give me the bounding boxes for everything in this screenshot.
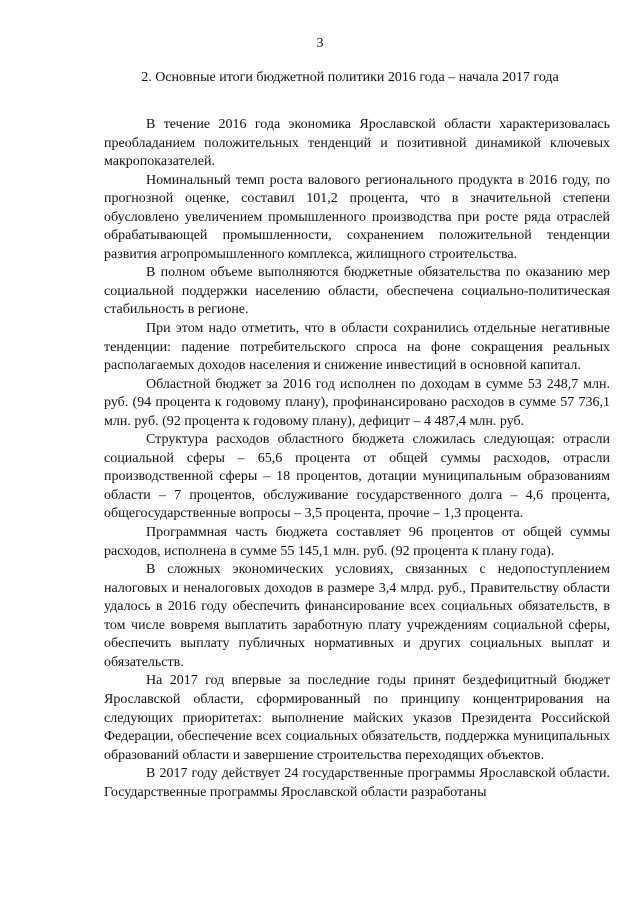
section-heading: 2. Основные итоги бюджетной политики 2016 года – начала 2017 года (141, 70, 559, 85)
paragraph: В сложных экономических условиях, связанных с недопоступлением налоговых и неналоговых доходов в размере 3,4 млрд. руб., Правительству области удалось в 2016 году обеспечить финансирование всех социальных обязательств, в том числе вовремя выплатить заработную плату учреждениям социальной сферы, обеспечить выплату публичных нормативных и других социальных выплат и обязательств. (104, 562, 610, 670)
paragraph: Областной бюджет за 2016 год исполнен по доходам в сумме 53 248,7 млн. руб. (94 процента к годовому плану), профинансировано расходов в сумме 57 736,1 млн. руб. (92 процента к годовому плану), дефицит – 4 487,4 млн. руб. (104, 376, 610, 429)
paragraph: В 2017 году действует 24 государственные программы Ярославской области. Государственные программы Ярославской области разработаны (104, 766, 610, 800)
paragraph: Программная часть бюджета составляет 96 процентов от общей суммы расходов, исполнена в сумме 55 145,1 млн. руб. (92 процента к плану года). (104, 525, 610, 559)
paragraph: Номинальный темп роста валового регионального продукта в 2016 году, по прогнозной оценке, составил 101,2 процента, что в значительной степени обусловлено увеличением промышленного производства при росте ряда отраслей обрабатывающей промышленности, сохранением положительной тенденции развития агропромышленного комплекса, жилищного строительства. (104, 172, 610, 262)
page-number: 3 (316, 36, 324, 51)
paragraph: В течение 2016 года экономика Ярославской области характеризовалась преобладанием положительных тенденций и позитивной динамикой ключевых макропоказателей. (104, 117, 610, 170)
paragraph: При этом надо отметить, что в области сохранились отдельные негативные тенденции: падение потребительского спроса на фоне сокращения реальных располагаемых доходов населения и снижение инвестиций в основной капитал. (104, 321, 610, 374)
paragraph: В полном объеме выполняются бюджетные обязательства по оказанию мер социальной поддержки населению области, обеспечена социально-политическая стабильность в регионе. (104, 265, 610, 318)
paragraph: Структура расходов областного бюджета сложилась следующая: отрасли социальной сферы – 65,6 процента от общей суммы расходов, отрасли производственной сферы – 18 процентов, дотации муниципальным образованиям области – 7 процентов, обслуживание государственного долга – 4,6 процента, общегосударственные вопросы – 3,5 процента, прочие – 1,3 процента. (104, 432, 610, 522)
paragraph: На 2017 год впервые за последние годы принят бездефицитный бюджет Ярославской области, сформированный по принципу концентрирования на следующих приоритетах: выполнение майских указов Президента Российской Федерации, обеспечение всех социальных обязательств, поддержка муниципальных образований области и завершение строительства переходящих объектов. (104, 673, 610, 763)
document-body (104, 116, 610, 802)
